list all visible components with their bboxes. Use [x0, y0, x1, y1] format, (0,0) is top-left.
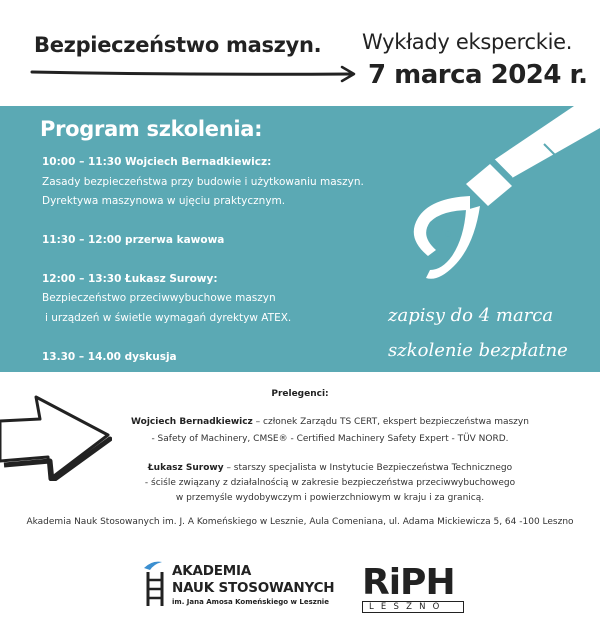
program-item-3-line-1: Bezpieczeństwo przeciwwybuchowe maszyn	[42, 292, 276, 304]
ans-logo-icon	[140, 558, 170, 608]
speaker-2-role: – starszy specjalista w Instytucie Bezpieczeństwa Technicznego	[223, 463, 513, 473]
program-item-1-line-1: Zasady bezpieczeństwa przy budowie i użytkowaniu maszyn.	[42, 176, 364, 188]
program-item-2-heading: 11:30 – 12:00 przerwa kawowa	[42, 234, 225, 246]
speaker-1-name: Wojciech Bernadkiewicz	[131, 417, 253, 427]
speaker-2-line-3: w przemyśle wydobywczym i powierzchniowym w kraju i za granicą.	[175, 493, 485, 503]
speaker-1-role: – członek Zarządu TS CERT, ekspert bezpieczeństwa maszyn	[252, 417, 529, 427]
program-item-4-heading: 13.30 – 14.00 dyskusja	[42, 351, 177, 363]
event-subtitle: Wykłady eksperckie.	[362, 30, 573, 54]
riph-logo: RiPH	[362, 562, 455, 603]
arrow-right-icon	[30, 63, 360, 83]
robot-claw-icon	[362, 106, 600, 306]
venue-address: Akademia Nauk Stosowanych im. J. A Komeńskiego w Lesznie, Aula Comeniana, ul. Adama Mickiewicza 5, 64 -100 Leszno	[26, 517, 574, 527]
program-item-1-line-2: Dyrektywa maszynowa w ujęciu praktycznym.	[42, 195, 286, 207]
speaker-2-name: Łukasz Surowy	[147, 463, 224, 473]
ans-logo-line-3: im. Jana Amosa Komeńskiego w Lesznie	[172, 598, 329, 606]
event-date: 7 marca 2024 r.	[368, 60, 588, 90]
riph-logo-subtitle: LESZNO	[362, 601, 464, 613]
program-item-3-heading: 12:00 – 13:30 Łukasz Surowy:	[42, 273, 218, 285]
speaker-2-line-2: - ściśle związany z działalnością w zakresie bezpieczeństwa przeciwwybuchowego	[144, 478, 516, 488]
speaker-2-line-1	[80, 463, 580, 473]
program-title: Program szkolenia:	[40, 117, 263, 141]
program-item-1-heading: 10:00 – 11:30 Wojciech Bernadkiewicz:	[42, 156, 272, 168]
program-item-3-line-2: i urządzeń w świetle wymagań dyrektyw ATEX.	[45, 312, 292, 324]
ans-logo-line-2: NAUK STOSOWANYCH	[172, 580, 335, 596]
speaker-1-line-1	[80, 417, 580, 427]
registration-deadline: zapisy do 4 marca	[388, 305, 554, 326]
event-title: Bezpieczeństwo maszyn.	[34, 33, 322, 57]
free-training-note: szkolenie bezpłatne	[388, 340, 568, 361]
speakers-heading: Prelegenci:	[271, 389, 329, 399]
speaker-1-line-2: - Safety of Machinery, CMSE® - Certified Machinery Safety Expert - TÜV NORD.	[151, 434, 509, 444]
ans-logo-line-1: AKADEMIA	[172, 563, 252, 579]
